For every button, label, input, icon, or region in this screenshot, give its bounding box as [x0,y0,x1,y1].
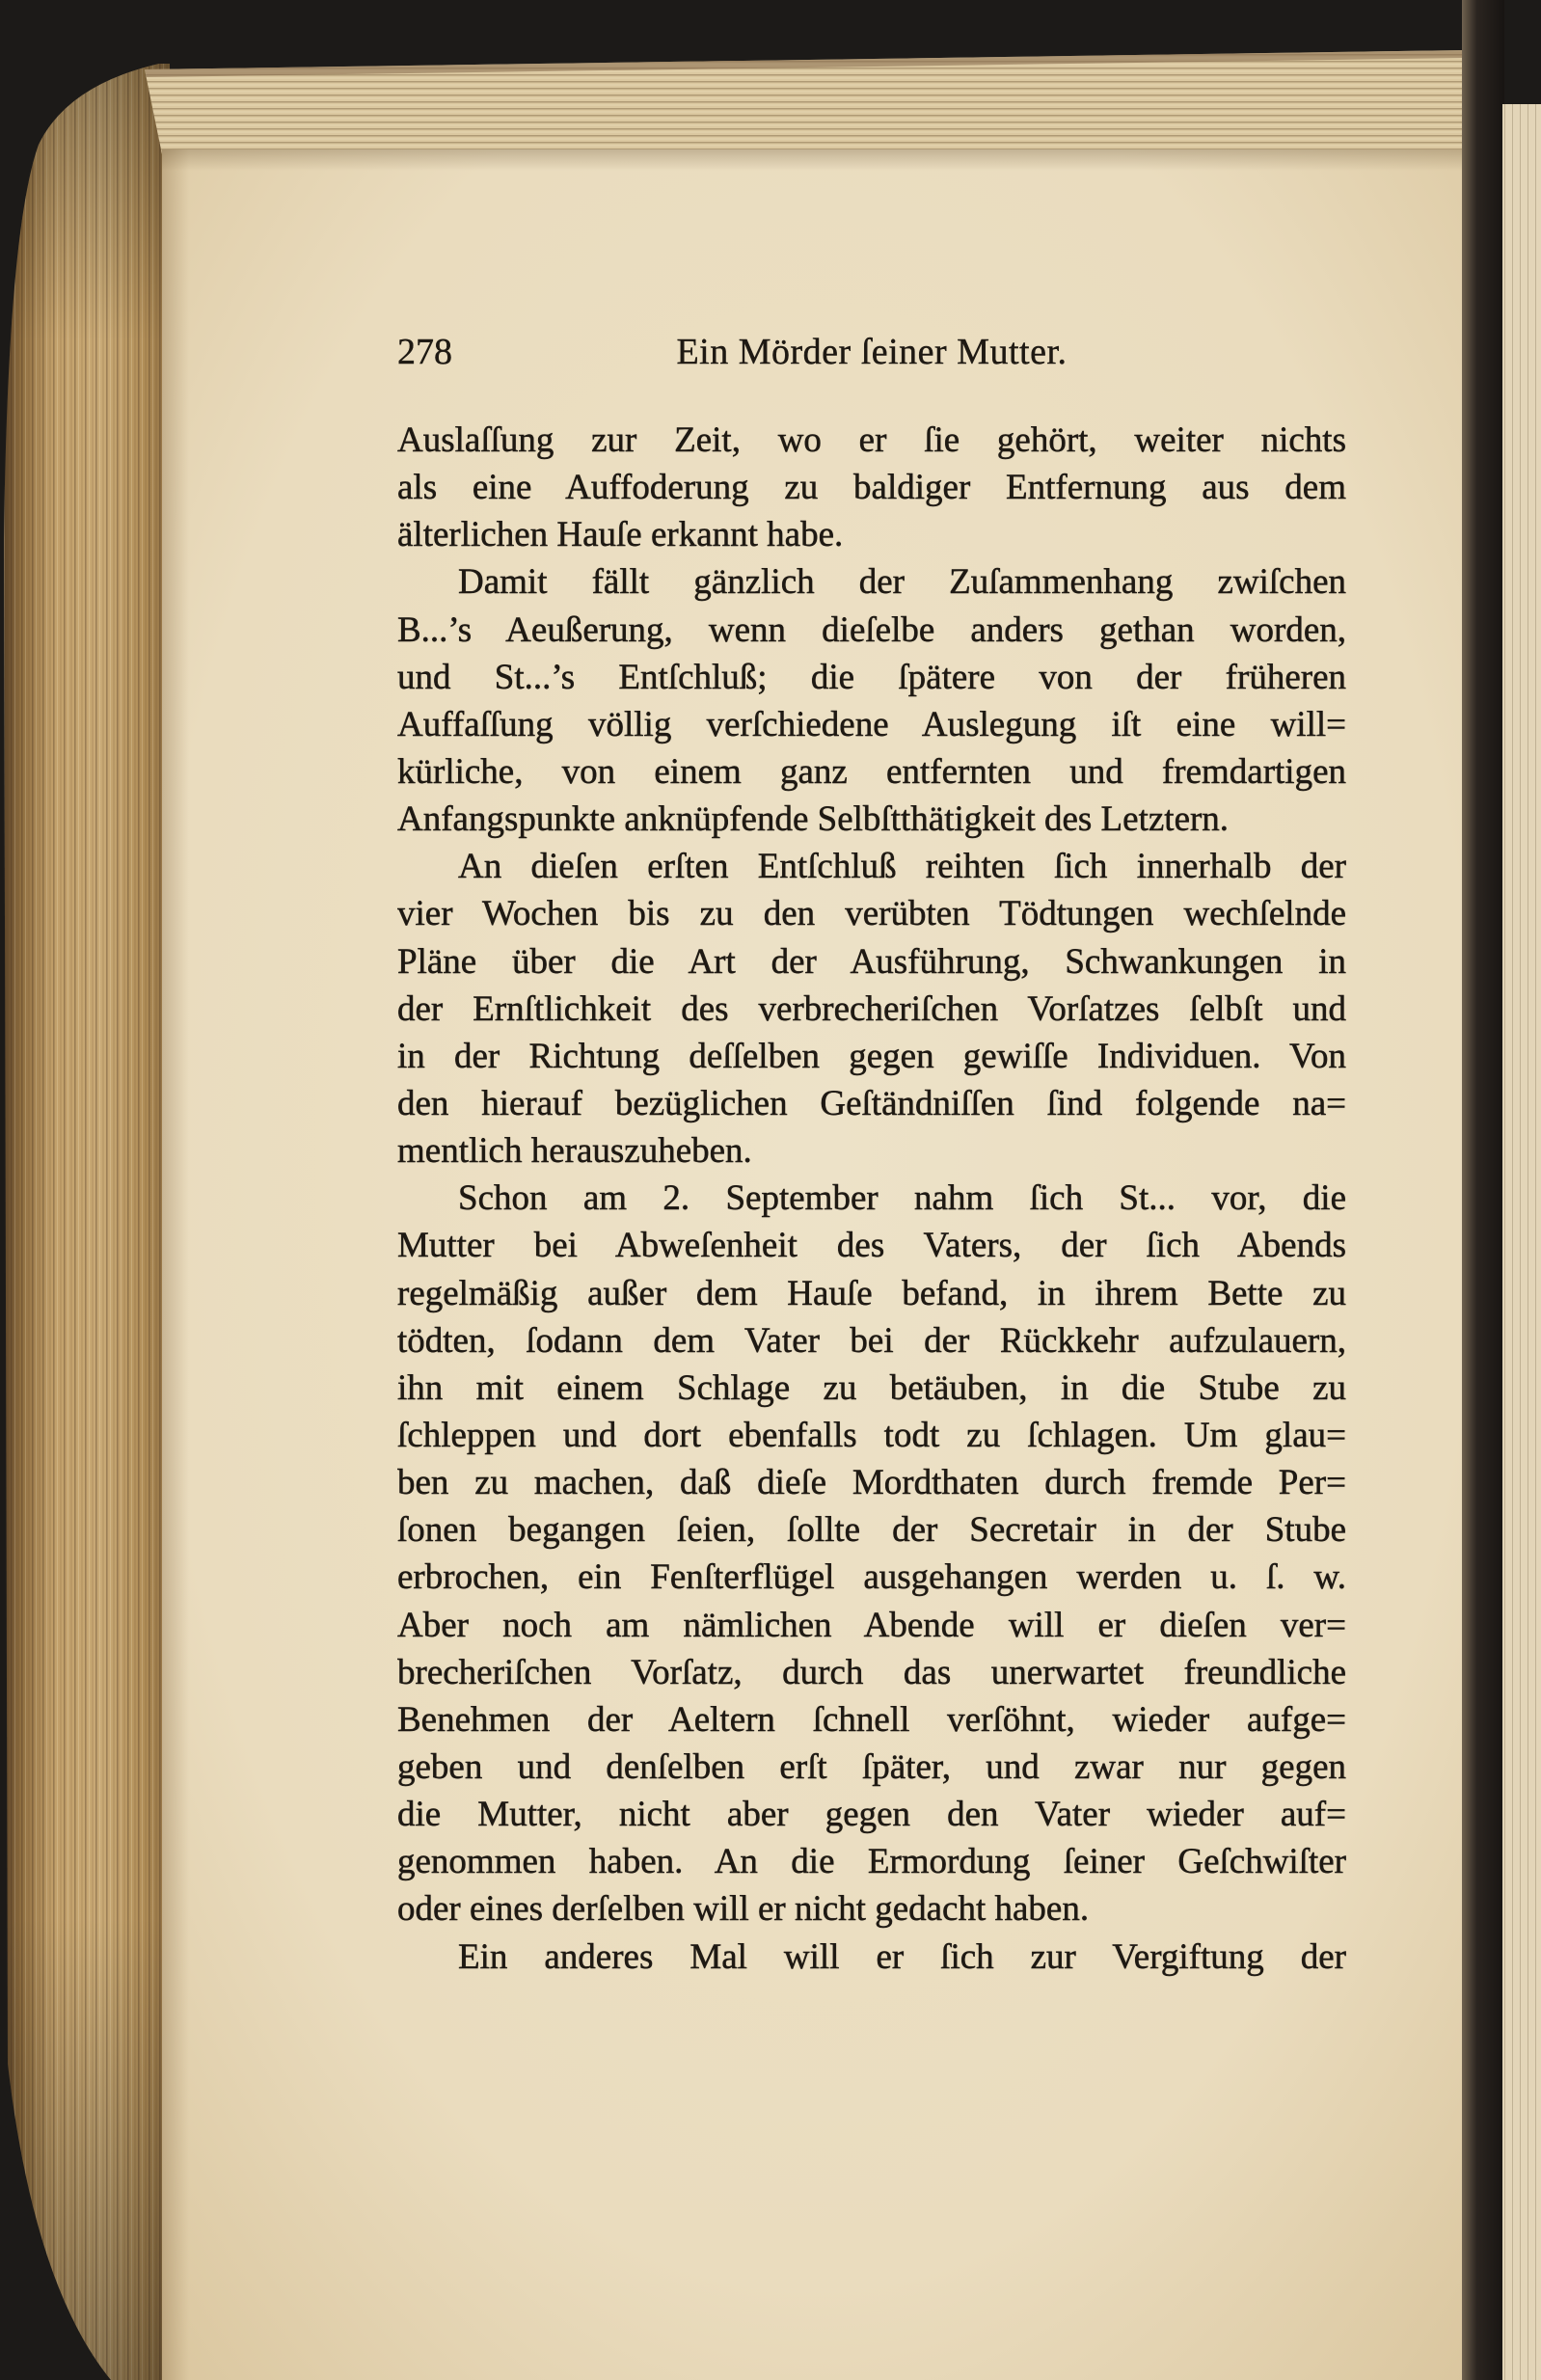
text-line: Damit fällt gänzlich der Zuſammenhang zwiſchen [458,562,1346,603]
running-head [397,328,1346,376]
text-line: Auslaſſung zur Zeit, wo er ſie gehört, weiter nichts [397,420,1346,460]
paragraph [397,843,1346,1175]
text-line: Aber noch am nämlichen Abende will er dieſen ver= [397,1605,1346,1645]
text-line: Mutter bei Abweſenheit des Vaters, der ſich Abends [397,1226,1346,1266]
fore-edge-shade [4,64,170,2380]
text-line: ſchleppen und dort ebenfalls todt zu ſchlagen. Um glau= [397,1415,1346,1455]
paragraph [397,1934,1346,1981]
text-line: brecheriſchen Vorſatz, durch das unerwartet freundliche [397,1652,1346,1692]
text-line: An dieſen erſten Entſchluß reihten ſich innerhalb der [458,847,1346,887]
text-line: Pläne über die Art der Ausführung, Schwankungen in [397,941,1346,982]
text-line: genommen haben. An die Ermordung ſeiner Geſchwiſter [397,1842,1346,1882]
text-line: Schon am 2. September nahm ſich St... vor, die [458,1178,1346,1219]
text-line: den hierauf bezüglichen Geſtändniſſen ſind folgende na= [397,1083,1346,1123]
text-line: ben zu machen, daß dieſe Mordthaten durch fremde Per= [397,1463,1346,1503]
text-line: geben und denſelben erſt ſpäter, und zwar nur gegen [397,1746,1346,1787]
text-line: B...’s Aeußerung, wenn dieſelbe anders gethan worden, [397,609,1346,650]
text-line: ihn mit einem Schlage zu betäuben, in die Stube zu [397,1367,1346,1408]
text-line: Ein anderes Mal will er ſich zur Vergiftung der [458,1936,1346,1977]
text-line: und St...’s Entſchluß; die ſpätere von der früheren [397,657,1346,697]
paragraph [397,417,1346,558]
gutter-shadow [1462,0,1504,2380]
facing-page-edge [1502,104,1541,2380]
facing-page-lines [1502,104,1541,2380]
text-line: Anfangspunkte anknüpfende Selbſtthätigkeit des Letztern. [397,799,1230,840]
page-number: 278 [397,332,452,372]
page-top-shade [162,149,1464,171]
text-line: die Mutter, nicht aber gegen den Vater wieder auf= [397,1795,1346,1835]
text-line: erbrochen, ein Fenſterflügel ausgehangen werden u. ſ. w. [397,1557,1346,1598]
text-line: regelmäßig außer dem Hauſe befand, in ihrem Bette zu [397,1273,1346,1313]
text-line: vier Wochen bis zu den verübten Tödtungen wechſelnde [397,894,1346,934]
text-line: mentlich herauszuheben. [397,1131,752,1172]
text-line: kürliche, von einem ganz entfernten und fremdartigen [397,751,1346,792]
paragraph [397,558,1346,843]
text-line: älterlichen Hauſe erkannt habe. [397,515,844,555]
text-line: als eine Auffoderung zu baldiger Entfernung aus dem [397,468,1346,508]
text-line: ſonen begangen ſeien, ſollte der Secretair in der Stube [397,1510,1346,1551]
text-line: in der Richtung deſſelben gegen gewiſſe Individuen. Von [397,1036,1346,1076]
text-line: oder eines derſelben will er nicht gedacht haben. [397,1889,1090,1930]
paragraph [397,1175,1346,1933]
text-line: der Ernſtlichkeit des verbrecheriſchen Vorſatzes ſelbſt und [397,988,1346,1029]
page-left-shade [162,149,189,2380]
text-line: tödten, ſodann dem Vater bei der Rückkehr aufzulauern, [397,1320,1346,1361]
text-line: Benehmen der Aeltern ſchnell verſöhnt, wieder aufge= [397,1699,1346,1740]
running-title: Ein Mörder ſeiner Mutter. [676,332,1068,372]
book-fore-edge [4,64,170,2380]
text-line: Auffaſſung völlig verſchiedene Auslegung iſt eine will= [397,704,1346,744]
body-text [397,417,1346,1981]
